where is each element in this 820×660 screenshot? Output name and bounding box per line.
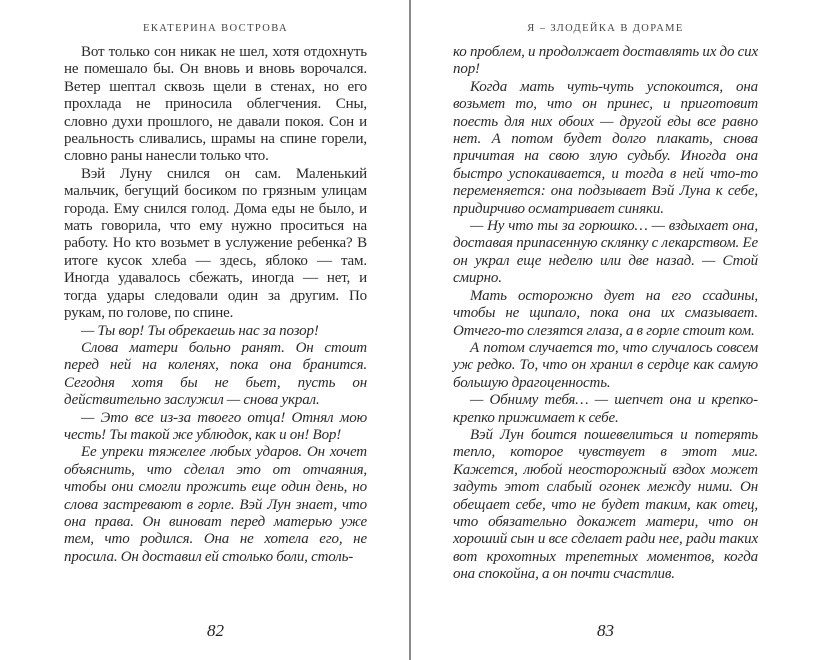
right-page-body [453,44,758,584]
dialogue-line: — Ты вор! Ты обрекаешь нас за позор! [81,322,319,339]
paragraph: Когда мать чуть-чуть успокоится, она возьмет то, что он принес, и приготовит поесть для них обоих — другой еды все равно нет. А потом будет долго плакать, снова причитая на свою злую судьбу. Иногда она быстро успокаивается, и тогда в ней что-то переменяется: она подзывает Вэй Луна к себе, придирчиво осматривает синяки. [453,78,758,217]
left-page-body [64,44,367,566]
paragraph: А потом случается то, что случалось совсем уж редко. То, что он хранил в сердце как самую большую драгоценность. [453,339,758,391]
paragraph: Вэй Луну снился он сам. Маленький мальчик, бегущий босиком по грязным улицам города. Ему снился голод. Дома еды не было, и мать говорила, что ему нужно проситься на работу. Но кто возьмет в услужение ребенка? В итоге кусок хлеба — здесь, яблоко — там. Иногда удавалось сбежать, иногда — нет, и тогда удары следовали один за другим. По рукам, по голове, по спине. [64,165,367,322]
left-page [64,0,367,660]
paragraph-continuation: ко проблем, и продолжает доставлять их до сих пор! [453,44,758,78]
page-number: 83 [597,621,614,640]
dialogue-line: — Обниму тебя… — шепчет она и крепко-крепко прижимает к себе. [453,392,758,426]
page-number: 82 [207,621,224,640]
dialogue-line: — Ну что ты за горюшко… — вздыхает она, доставая припасенную склянку с лекарством. Ее он украл еще неделю или две назад. — Стой смирно. [453,218,758,287]
page-spacer [64,566,367,620]
paragraph: Слова матери больно ранят. Он стоит перед ней на коленях, пока она бранится. Сегодня хотя бы не бьет, пусть он действительно заслужил — снова украл. [64,339,367,409]
book-spine-divider [409,0,411,660]
paragraph: Вот только сон никак не шел, хотя отдохнуть не помешало бы. Он вновь и вновь ворочался. Ветер шептал сквозь щели в стенах, но его прохлада не приносила облегчения. Сны, словно духи прошлого, не давали покоя. Сон и реальность сливались, шрамы на спине горели, словно раны нанесли только что. [64,44,367,165]
paragraph: Мать осторожно дует на его ссадины, чтобы не щипало, пока она их смазывает. Отчего-то слезятся глаза, а в горле стоит ком. [453,287,758,339]
paragraph: Ее упреки тяжелее любых ударов. Он хочет объяснить, что сделал это от отчаяния, чтобы они смогли прожить еще один день, но слова застревают в горле. Вэй Лун знает, что она права. Он виноват перед матерью уже тем, что родился. Она не хотела его, не просила. Он доставил ей столько боли, столь- [64,444,367,565]
page-spacer [453,584,758,620]
paragraph: Вэй Лун боится пошевелиться и потерять тепло, которое чувствует в этот миг. Кажется, любой неосторожный вздох может задуть этот слабый огонек между ними. Он обещает себе, что не будет таким, как отец, что обязательно докажет матери, что он хороший сын и все сделает ради нее, ради таких вот крохотных трепетных моментов, когда она спокойна, а он почти счастлив. [453,426,758,583]
running-head-title: Я – ЗЛОДЕЙКА В ДОРАМЕ [527,23,684,34]
right-page [453,0,758,660]
dialogue-line: — Это все из-за твоего отца! Отнял мою честь! Ты такой же ублюдок, как и он! Вор! [64,409,367,443]
running-head-author: ЕКАТЕРИНА ВОСТРОВА [143,23,288,34]
